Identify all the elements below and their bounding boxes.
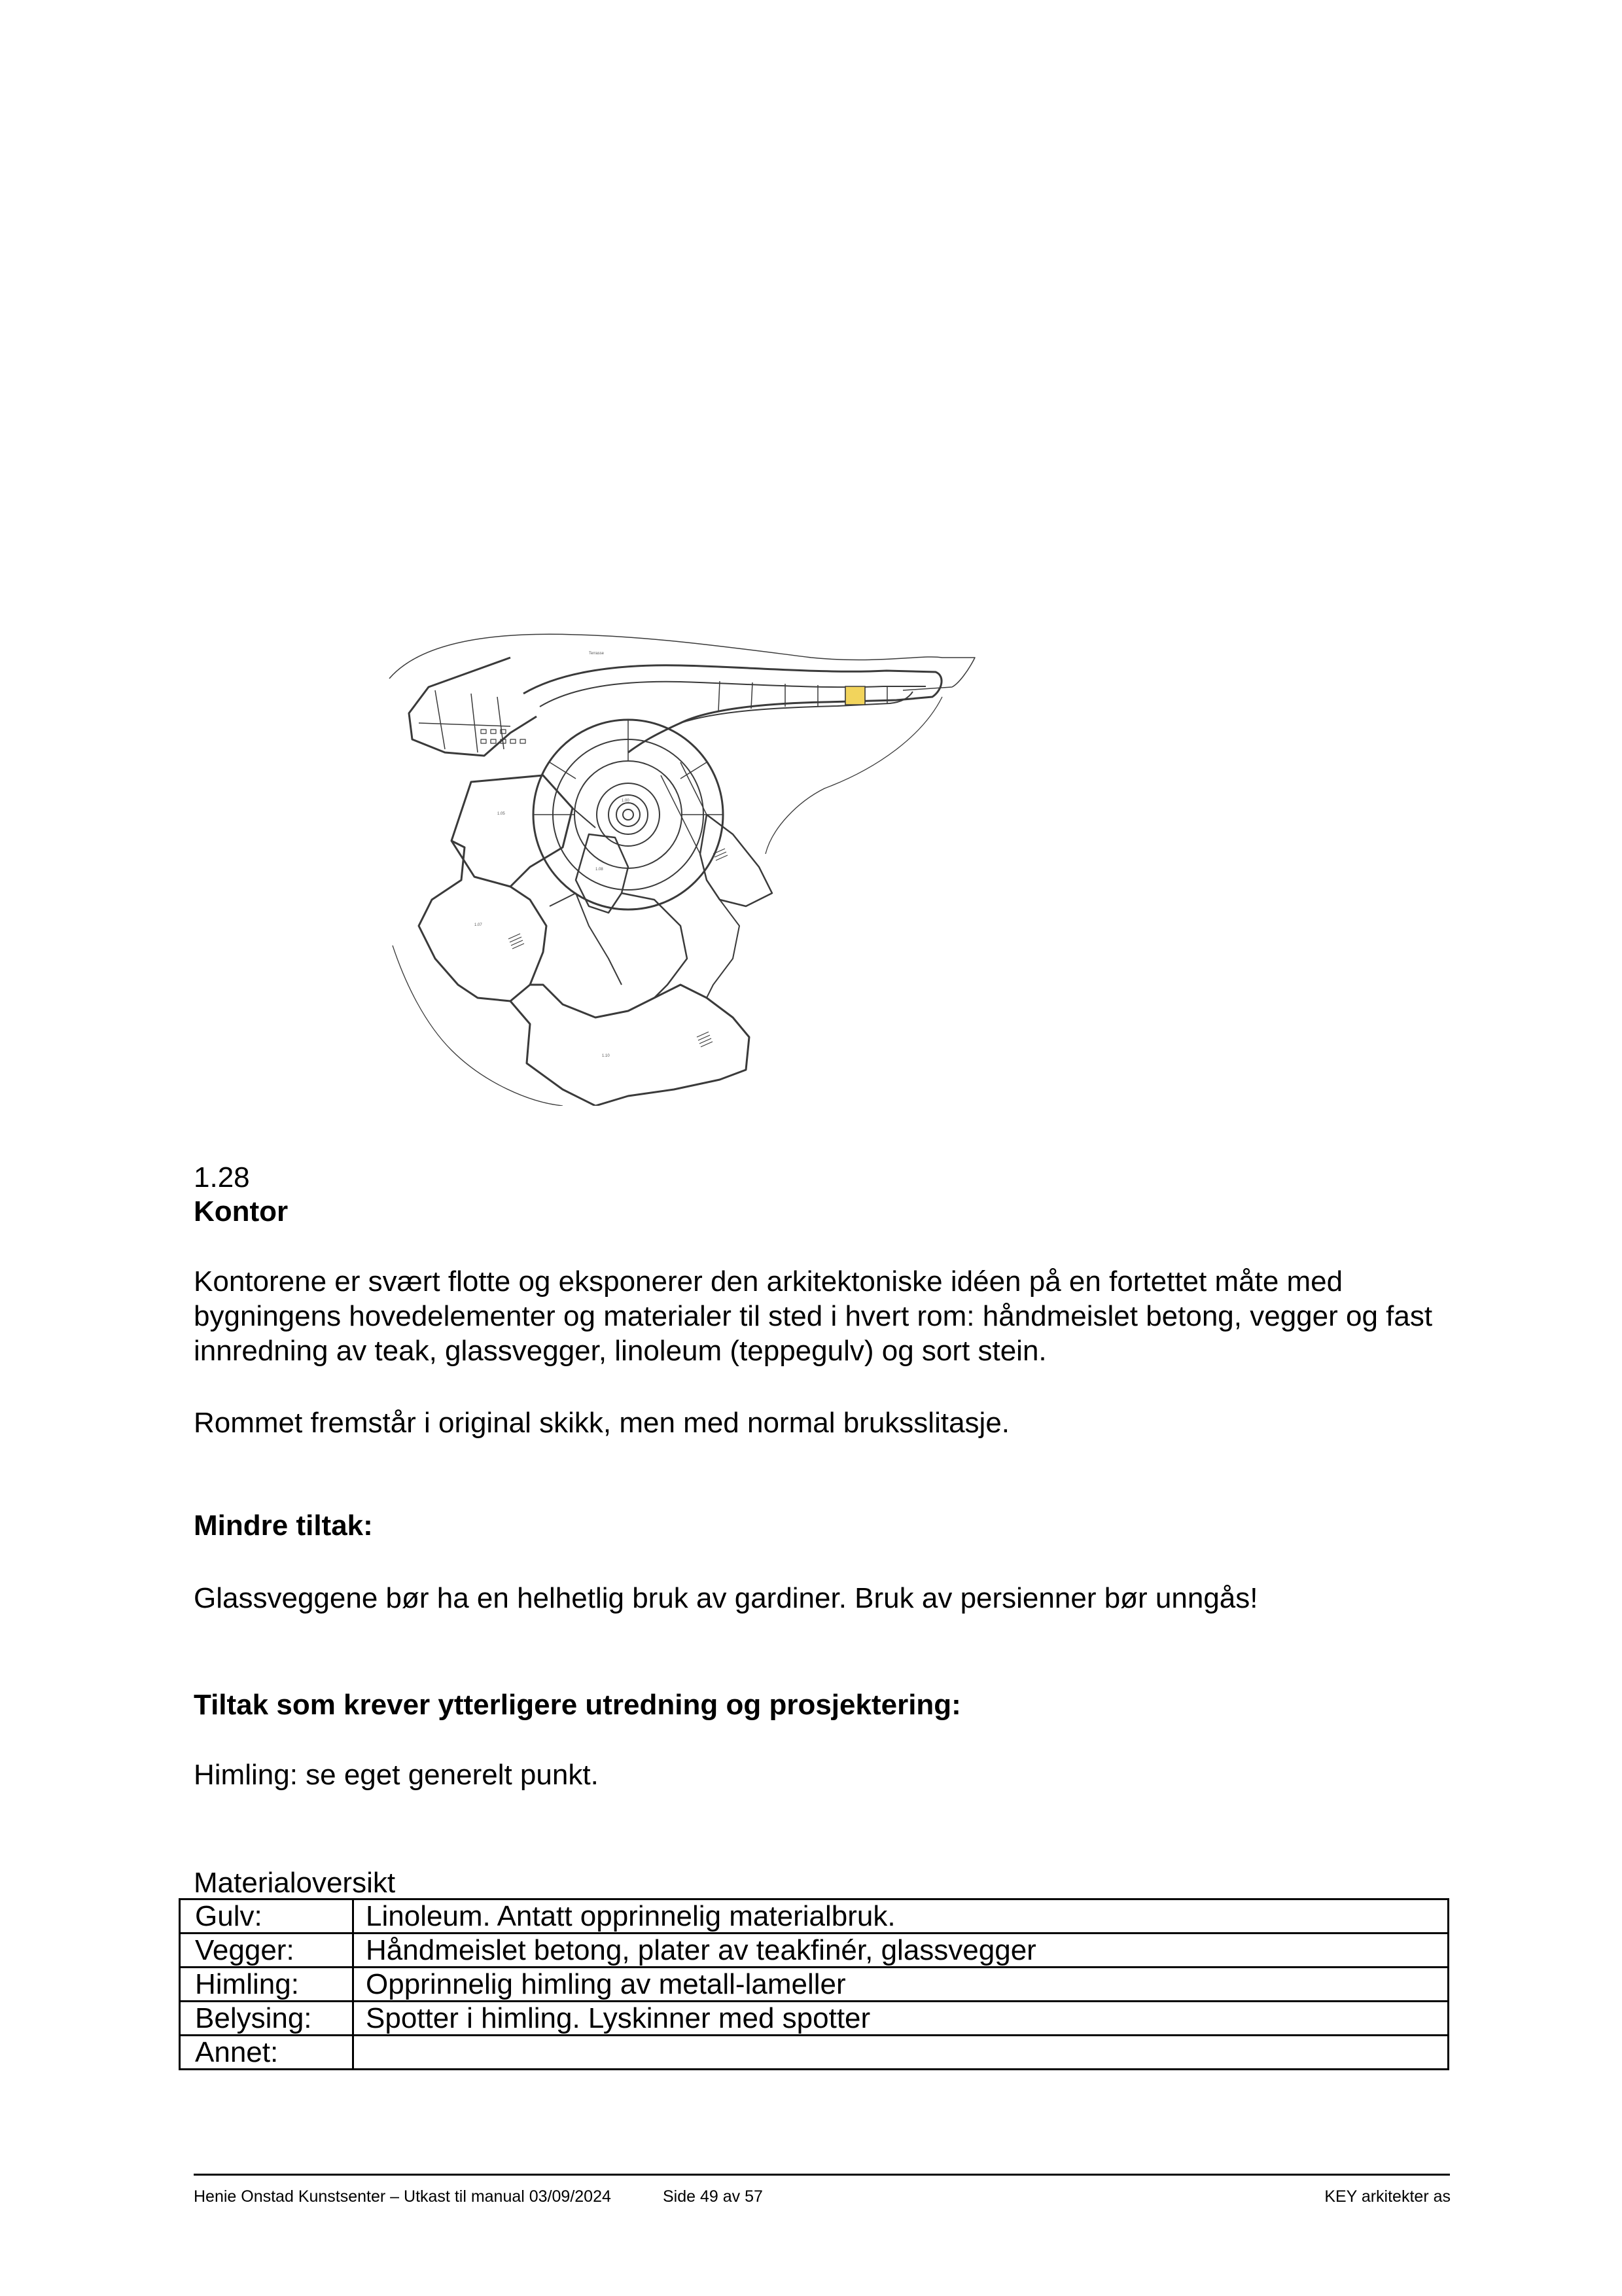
further-measures-heading: Tiltak som krever ytterligere utredning og prosjektering: [194,1689,961,1721]
table-row [180,1899,1449,1934]
row-label: Vegger: [180,1934,353,1968]
row-value [353,2036,1449,2070]
footer-page-number: Side 49 av 57 [663,2187,763,2206]
table-row [180,2002,1449,2036]
minor-measures-text: Glassveggene bør ha en helhetlig bruk av gardiner. Bruk av persienner bør unngås! [194,1582,1258,1614]
section-number: 1.28 [194,1161,250,1193]
table-row [180,1934,1449,1968]
further-measures-text: Himling: se eget generelt punkt. [194,1759,599,1791]
svg-text:1.05: 1.05 [497,812,505,816]
materials-caption: Materialoversikt [194,1867,396,1899]
row-label: Himling: [180,1968,353,2002]
row-label: Annet: [180,2036,353,2070]
row-value: Opprinnelig himling av metall-lameller [353,1968,1449,2002]
svg-text:1.00: 1.00 [622,799,629,803]
footer-document-title: Henie Onstad Kunstsenter – Utkast til manual 03/09/2024 [194,2187,611,2206]
svg-text:1.07: 1.07 [474,923,482,927]
section-title: Kontor [194,1195,289,1227]
minor-measures-heading: Mindre tiltak: [194,1510,373,1542]
footer-company: KEY arkitekter as [1324,2187,1451,2206]
table-row [180,2036,1449,2070]
row-label: Gulv: [180,1899,353,1934]
row-value: Håndmeislet betong, plater av teakfinér, glassvegger [353,1934,1449,1968]
table-row [180,1968,1449,2002]
footer-divider [194,2174,1450,2176]
description-paragraph: Kontorene er svært flotte og eksponerer den arkitektoniske idéen på en fortettet måte med bygningens hovedelementer og materialer til sted i hvert rom: håndmeislet betong, vegger og fast innredning av teak, glassvegger, linoleum (teppegulv) og sort stein. [194,1265,1433,1367]
svg-text:Terrasse: Terrasse [589,652,605,656]
row-label: Belysing: [180,2002,353,2036]
condition-paragraph: Rommet fremstår i original skikk, men med normal bruksslitasje. [194,1407,1010,1439]
svg-text:1.10: 1.10 [602,1054,610,1058]
row-value: Spotter i himling. Lyskinner med spotter [353,2002,1449,2036]
floor-plan-drawing [314,618,995,1106]
materials-table [179,1898,1449,2070]
svg-text:1.08: 1.08 [595,868,603,872]
row-value: Linoleum. Antatt opprinnelig materialbruk. [353,1899,1449,1934]
